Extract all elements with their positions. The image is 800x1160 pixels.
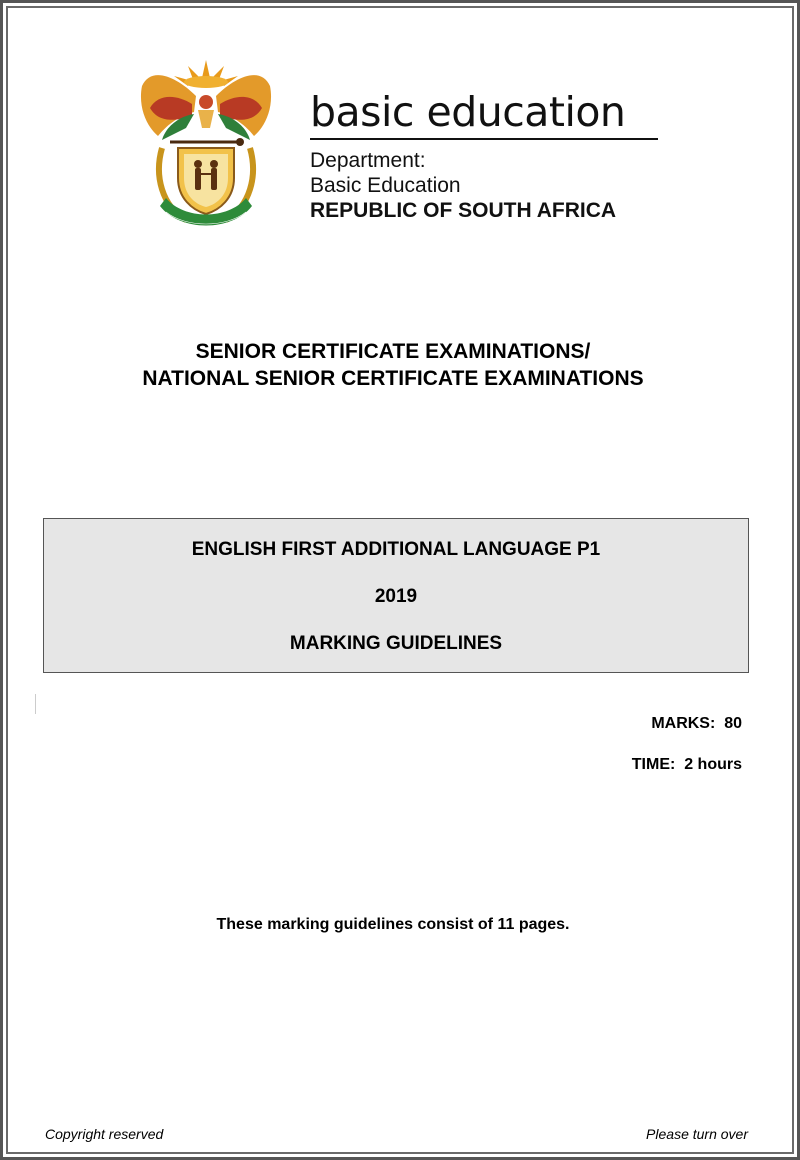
- exam-heading: [0, 338, 786, 392]
- coat-of-arms-icon: [136, 56, 276, 232]
- subject-year: 2019: [374, 586, 418, 607]
- department-label: Department:: [310, 149, 426, 172]
- brand-title: basic education: [310, 88, 626, 136]
- document-type: MARKING GUIDELINES: [289, 633, 503, 654]
- subject-title: ENGLISH FIRST ADDITIONAL LANGUAGE P1: [191, 539, 601, 560]
- footer-copyright: Copyright reserved: [45, 1126, 164, 1142]
- footer-turn-over: Please turn over: [646, 1126, 748, 1142]
- margin-mark: [35, 694, 36, 714]
- department-branding: [310, 88, 660, 223]
- page-count-note: These marking guidelines consist of 11 pages.: [216, 916, 570, 933]
- country-name: REPUBLIC OF SOUTH AFRICA: [310, 199, 617, 222]
- marks-label: MARKS: 80: [651, 715, 742, 732]
- exam-heading-line1: SENIOR CERTIFICATE EXAMINATIONS/: [195, 340, 591, 363]
- subject-box: [43, 518, 749, 673]
- exam-heading-line2: NATIONAL SENIOR CERTIFICATE EXAMINATIONS: [142, 367, 644, 390]
- department-name: Basic Education: [310, 174, 461, 197]
- time-label: TIME: 2 hours: [631, 756, 742, 773]
- brand-underline: [310, 138, 658, 140]
